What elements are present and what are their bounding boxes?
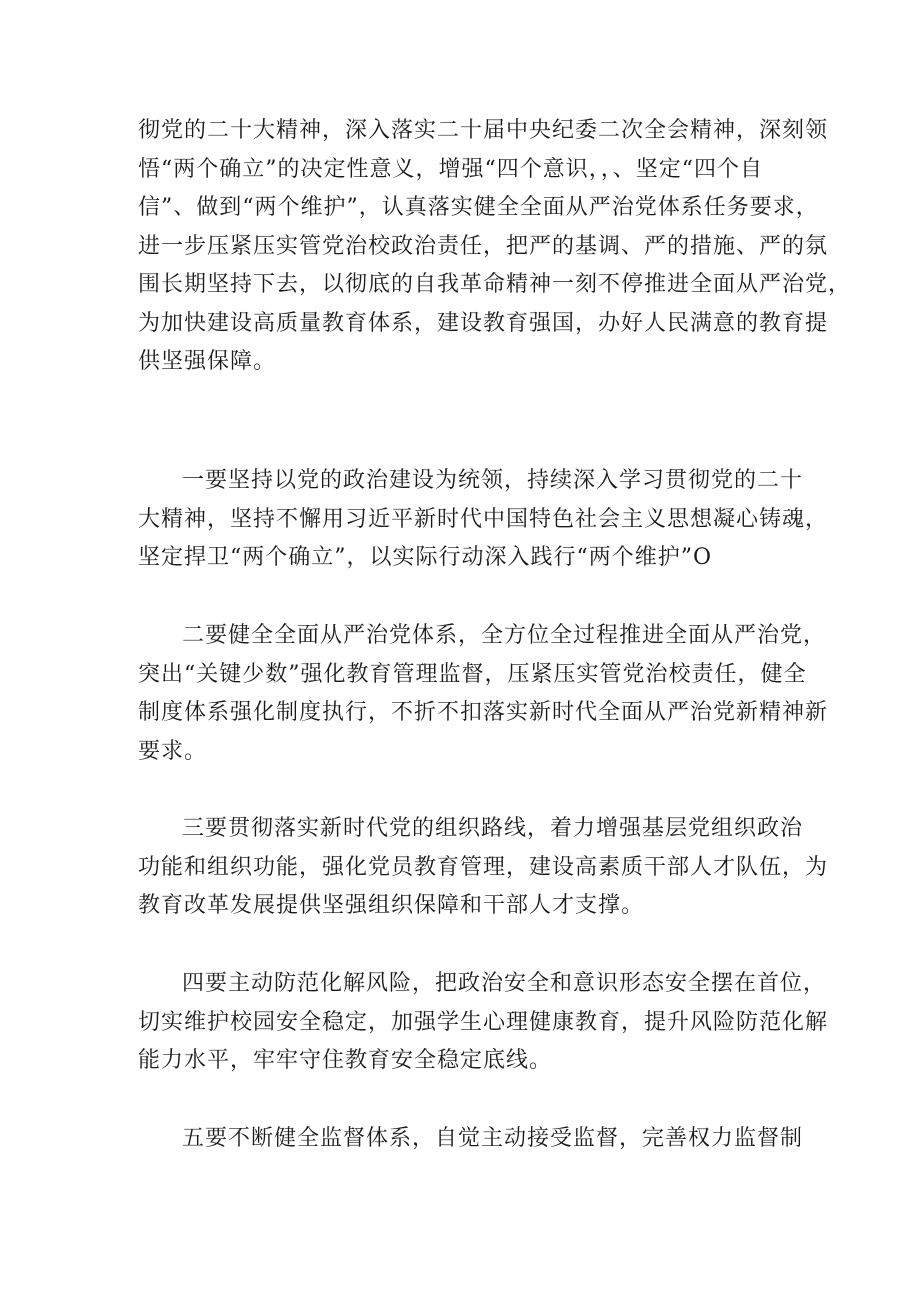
text-line: 三要贯彻落实新时代党的组织路线，着力增强基层党组织政治 <box>182 816 804 841</box>
text-line: 功能和组织功能，强化党员教育管理，建设高素质干部人才队伍，为 <box>138 854 829 880</box>
text-line: 教育改革发展提供坚强组织保障和干部人才支撑。 <box>138 893 645 918</box>
paragraph-point-one <box>138 462 829 578</box>
text-line: 切实维护校园安全稳定，加强学生心理健康教育，提升风险防范化解 <box>138 1009 829 1035</box>
text-line: 彻党的二十大精神，深入落实二十届中央纪委二次全会精神，深刻领 <box>138 118 829 143</box>
text-line: 坚定捍卫“两个确立”，以实际行动深入践行“两个维护”O <box>138 545 713 570</box>
text-line: 要求。 <box>138 738 208 764</box>
text-line: 进一步压紧压实管党治校政治责任，把严的基调、严的措施、严的氛 <box>138 233 829 259</box>
text-line: 大精神，坚持不懈用习近平新时代中国特色社会主义思想凝心铸魂， <box>138 506 829 532</box>
text-line: 围长期坚持下去，以彻底的自我革命精神一刻不停推进全面从严治党， <box>138 272 852 297</box>
text-line: 二要健全全面从严治党体系，全方位全过程推进全面从严治党， <box>182 623 827 648</box>
text-line: 制度体系强化制度执行，不折不扣落实新时代全面从严治党新精神新 <box>138 700 829 725</box>
paragraph-intro-continuation <box>138 112 852 382</box>
paragraph-point-four <box>138 965 829 1081</box>
text-line: 悟“两个确立”的决定性意义，增强“四个意识，，、坚定“四个自 <box>138 156 763 182</box>
text-line: 一要坚持以党的政治建设为统领，持续深入学习贯彻党的二十 <box>182 468 804 493</box>
paragraph-point-two <box>138 617 829 771</box>
text-line: 信”、做到“两个维护”，认真落实健全全面从严治党体系任务要求， <box>138 195 819 220</box>
text-line: 能力水平，牢牢守住教育安全稳定底线。 <box>138 1048 553 1073</box>
paragraph-point-five <box>138 1120 804 1159</box>
text-line: 五要不断健全监督体系，自觉主动接受监督，完善权力监督制 <box>182 1126 804 1151</box>
text-line: 为加快建设高质量教育体系，建设教育强国，办好人民满意的教育提 <box>138 310 829 336</box>
text-line: 四要主动防范化解风险，把政治安全和意识形态安全摆在首位， <box>182 971 827 996</box>
text-line: 供坚强保障。 <box>138 349 277 374</box>
text-line: 突出“关键少数”强化教育管理监督，压紧压实管党治校责任，健全 <box>138 661 807 687</box>
paragraph-point-three <box>138 810 829 926</box>
